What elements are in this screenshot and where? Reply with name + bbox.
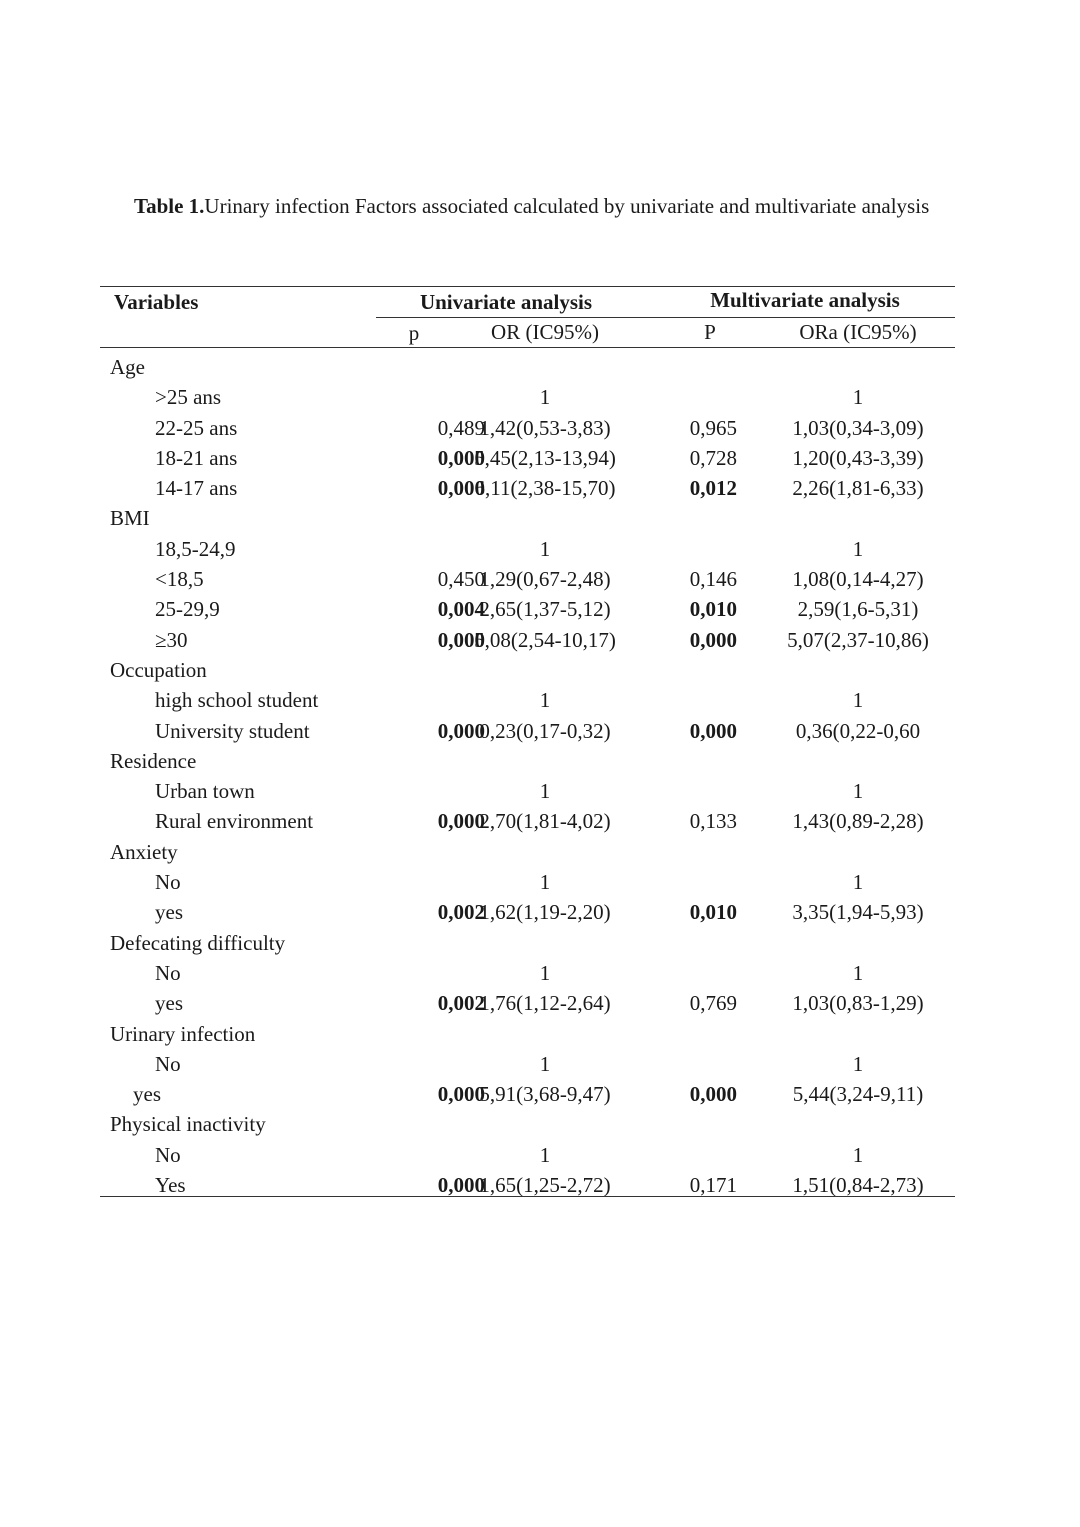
table-row [100, 897, 955, 927]
or-multivariate-cell: 0,36(0,22-0,60 [795, 718, 921, 743]
p-univariate-cell: 0,000 [437, 445, 485, 470]
p-univariate-cell: 0,002 [437, 991, 485, 1016]
row-label: Urban town [155, 779, 255, 804]
or-univariate-cell: 5,08(2,54-10,17) [474, 627, 616, 652]
header-p-multivariate: P [704, 320, 716, 344]
row-label: Physical inactivity [110, 1112, 266, 1137]
table-group-row [100, 1019, 955, 1049]
or-univariate-cell: 1,62(1,19-2,20) [479, 900, 611, 925]
row-label: yes [133, 1082, 161, 1107]
or-multivariate-cell: 2,59(1,6-5,31) [797, 597, 919, 622]
header-variables: Variables [114, 290, 199, 314]
row-label: yes [155, 991, 183, 1016]
or-univariate-cell: 6,11(2,38-15,70) [474, 476, 616, 501]
or-multivariate-cell: 1 [852, 960, 864, 985]
row-label: <18,5 [155, 567, 204, 592]
or-multivariate-cell: 1 [852, 385, 864, 410]
or-univariate-cell: 1,42(0,53-3,83) [479, 415, 611, 440]
or-univariate-cell: 1 [539, 960, 551, 985]
table-row [100, 594, 955, 624]
row-label: 18-21 ans [155, 445, 238, 470]
table-group-row [100, 503, 955, 533]
table-group-row [100, 746, 955, 776]
row-label: 14-17 ans [155, 476, 238, 501]
caption-text: Urinary infection Factors associated calculated by univariate and multivariate analysis [204, 194, 930, 218]
p-multivariate-cell: 0,171 [689, 1173, 737, 1198]
row-label: Defecating difficulty [110, 930, 286, 955]
row-label: Yes [155, 1173, 186, 1198]
or-multivariate-cell: 1 [852, 536, 864, 561]
table-row [100, 564, 955, 594]
row-label: No [155, 960, 181, 985]
table-bottom-rule [100, 1196, 955, 1197]
or-univariate-cell: 1 [539, 870, 551, 895]
or-univariate-cell: 1 [539, 385, 551, 410]
header-univariate: Univariate analysis [419, 290, 593, 314]
row-label: Age [110, 355, 145, 379]
table-row [100, 806, 955, 836]
p-multivariate-cell: 0,769 [689, 991, 737, 1016]
caption-label: Table 1. [134, 194, 205, 218]
row-label: Rural environment [155, 809, 314, 834]
table-row [100, 1049, 955, 1079]
table-row [100, 473, 955, 503]
table-group-row [100, 928, 955, 958]
table-row [100, 534, 955, 564]
or-univariate-cell: 1 [539, 536, 551, 561]
or-univariate-cell: 2,65(1,37-5,12) [479, 597, 611, 622]
table-group-row [100, 1109, 955, 1139]
table-row [100, 413, 955, 443]
table-row [100, 958, 955, 988]
row-label: No [155, 1051, 181, 1076]
row-label: Anxiety [110, 839, 178, 864]
row-label: 22-25 ans [155, 415, 238, 440]
or-univariate-cell: 1 [539, 688, 551, 713]
p-univariate-cell: 0,004 [437, 597, 485, 622]
table-row [100, 776, 955, 806]
header-multivariate: Multivariate analysis [710, 288, 900, 312]
or-univariate-cell: 1 [539, 779, 551, 804]
table-caption [134, 186, 954, 226]
multivariate-underline [656, 317, 955, 318]
or-univariate-cell: 1,65(1,25-2,72) [479, 1173, 611, 1198]
p-multivariate-cell: 0,010 [689, 597, 737, 622]
table-group-row [100, 837, 955, 867]
or-multivariate-cell: 1,43(0,89-2,28) [792, 809, 924, 834]
row-label: BMI [110, 506, 150, 531]
or-univariate-cell: 5,45(2,13-13,94) [474, 445, 616, 470]
p-multivariate-cell: 0,133 [689, 809, 737, 834]
row-label: University student [155, 718, 310, 743]
or-univariate-cell: 1,76(1,12-2,64) [479, 991, 611, 1016]
or-multivariate-cell: 5,44(3,24-9,11) [792, 1082, 924, 1107]
table-row [100, 1079, 955, 1109]
p-univariate-cell: 0,002 [437, 900, 485, 925]
or-multivariate-cell: 1,51(0,84-2,73) [792, 1173, 924, 1198]
p-univariate-cell: 0,000 [437, 627, 485, 652]
p-multivariate-cell: 0,146 [689, 567, 737, 592]
row-label: 18,5-24,9 [155, 536, 236, 561]
or-multivariate-cell: 1,03(0,83-1,29) [792, 991, 924, 1016]
or-univariate-cell: 0,23(0,17-0,32) [479, 718, 611, 743]
or-multivariate-cell: 3,35(1,94-5,93) [792, 900, 924, 925]
header-or-univariate: OR (IC95%) [491, 320, 599, 344]
or-univariate-cell: 1 [539, 1051, 551, 1076]
row-label: ≥30 [155, 627, 188, 652]
or-multivariate-cell: 1 [852, 870, 864, 895]
or-multivariate-cell: 1,08(0,14-4,27) [792, 567, 924, 592]
p-univariate-cell: 0,000 [437, 809, 485, 834]
p-multivariate-cell: 0,012 [689, 476, 737, 501]
table-body [100, 352, 955, 1200]
row-label: Urinary infection [110, 1021, 256, 1046]
table-group-row [100, 352, 955, 382]
or-multivariate-cell: 1 [852, 1142, 864, 1167]
table-group-row [100, 655, 955, 685]
row-label: yes [155, 900, 183, 925]
or-multivariate-cell: 2,26(1,81-6,33) [792, 476, 924, 501]
header-bottom-rule [100, 347, 955, 348]
table-top-rule [100, 286, 955, 287]
p-univariate-cell: 0,000 [437, 1082, 485, 1107]
row-label: >25 ans [155, 385, 222, 410]
or-univariate-cell: 2,70(1,81-4,02) [479, 809, 611, 834]
row-label: Occupation [110, 657, 207, 682]
table-row [100, 625, 955, 655]
p-univariate-cell: 0,000 [437, 718, 485, 743]
p-multivariate-cell: 0,000 [689, 1082, 737, 1107]
or-multivariate-cell: 1,20(0,43-3,39) [792, 445, 924, 470]
table-row [100, 716, 955, 746]
row-label: 25-29,9 [155, 597, 220, 622]
table-row [100, 382, 955, 412]
or-univariate-cell: 1 [539, 1142, 551, 1167]
or-univariate-cell: 1,29(0,67-2,48) [479, 567, 611, 592]
or-multivariate-cell: 1 [852, 1051, 864, 1076]
table-row [100, 867, 955, 897]
header-or-multivariate: ORa (IC95%) [799, 320, 917, 344]
or-multivariate-cell: 5,07(2,37-10,86) [787, 627, 929, 652]
p-univariate-cell: 0,450 [437, 567, 485, 592]
p-multivariate-cell: 0,010 [689, 900, 737, 925]
row-label: No [155, 1142, 181, 1167]
header-p-univariate: p [408, 321, 420, 345]
p-multivariate-cell: 0,728 [689, 445, 737, 470]
p-multivariate-cell: 0,000 [689, 627, 737, 652]
row-label: No [155, 870, 181, 895]
p-multivariate-cell: 0,965 [689, 415, 737, 440]
row-label: Residence [110, 748, 197, 773]
table-row [100, 1140, 955, 1170]
row-label: high school student [155, 688, 319, 713]
table-row [100, 988, 955, 1018]
p-univariate-cell: 0,000 [437, 476, 485, 501]
p-univariate-cell: 0,000 [437, 1173, 485, 1198]
or-multivariate-cell: 1,03(0,34-3,09) [792, 415, 924, 440]
or-multivariate-cell: 1 [852, 688, 864, 713]
table-row [100, 443, 955, 473]
table-row [100, 685, 955, 715]
p-multivariate-cell: 0,000 [689, 718, 737, 743]
p-univariate-cell: 0,489 [437, 415, 485, 440]
or-univariate-cell: 5,91(3,68-9,47) [479, 1082, 611, 1107]
or-multivariate-cell: 1 [852, 779, 864, 804]
